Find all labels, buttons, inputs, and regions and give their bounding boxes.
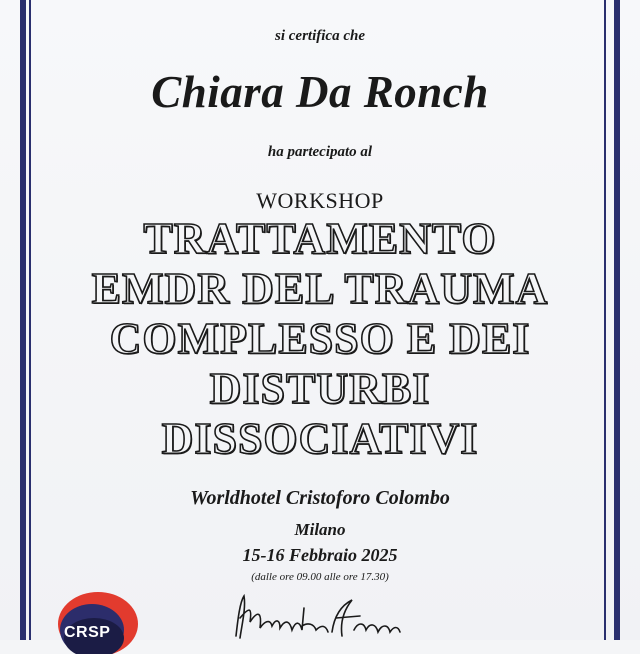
event-dates: 15-16 Febbraio 2025 bbox=[242, 545, 398, 565]
logo-text: CRSP bbox=[64, 624, 111, 641]
venue: Worldhotel Cristoforo Colombo bbox=[190, 487, 450, 509]
certify-intro: si certifica che bbox=[275, 28, 365, 44]
crsp-logo bbox=[54, 584, 138, 654]
event-type: WORKSHOP bbox=[256, 188, 384, 213]
handwritten-signature bbox=[228, 588, 408, 644]
signature-stroke-2 bbox=[332, 600, 400, 636]
signature-stroke-1 bbox=[236, 596, 328, 638]
city: Milano bbox=[294, 520, 346, 539]
title-line: COMPLESSO E DEI bbox=[109, 314, 531, 363]
workshop-title bbox=[30, 214, 610, 464]
participated-text: ha partecipato al bbox=[267, 144, 373, 160]
event-hours: (dalle ore 09.00 alle ore 17.30) bbox=[251, 571, 389, 583]
title-line: DISSOCIATIVI bbox=[161, 414, 479, 463]
left-border bbox=[20, 0, 26, 640]
recipient-name: Chiara Da Ronch bbox=[151, 67, 489, 117]
title-line: DISTURBI bbox=[209, 364, 431, 413]
title-line: TRATTAMENTO bbox=[143, 214, 497, 263]
title-line: EMDR DEL TRAUMA bbox=[91, 264, 549, 313]
right-border bbox=[614, 0, 620, 640]
